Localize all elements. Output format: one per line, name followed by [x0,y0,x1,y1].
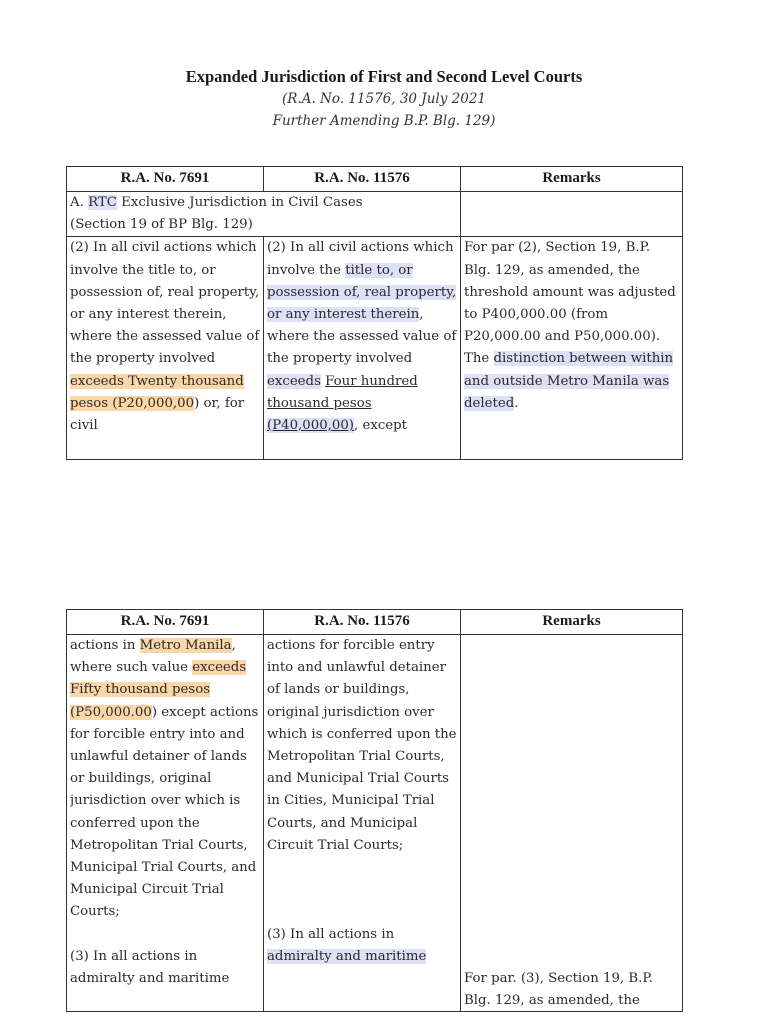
text-run: ) or, for civil [70,395,245,434]
section-heading-cell [67,192,461,237]
highlight-orange: Metro Manila [139,638,232,653]
header-ra-11576: R.A. No. 11576 [264,610,461,635]
text-run: actions in [70,638,140,653]
table-header-row [67,610,683,635]
underlined-text: Four hundred thousand pesos [267,373,418,411]
rtc-highlight: RTC [88,195,117,210]
table-row [67,237,683,460]
document-subtitle-line-2: Further Amending B.P. Blg. 129) [272,113,496,129]
text-run: actions for forcible entry into and unlawful detainer of lands or buildings, original jurisdiction over which is conferred upon the Metropolitan Trial Courts, and Municipal Trial Courts in Cities, Municipal Trial Courts, and Municipal Circuit Trial Courts; [267,638,457,853]
highlight-orange: exceeds Fifty thousand pesos (P50,000.00 [70,660,247,720]
remarks-par2-cell [461,237,683,460]
ra7691-par2-cell [67,237,264,460]
document-header [0,66,768,132]
table-header-row [67,167,683,192]
highlight-blue: exceeds [267,373,321,389]
underlined-highlight-blue: (P40,000,00) [267,418,354,434]
ra11576-par2-cell [264,237,461,460]
header-ra-7691: R.A. No. 7691 [67,167,264,192]
text-run: , where such value [70,638,236,676]
header-ra-7691: R.A. No. 7691 [67,610,264,635]
paragraph-gap [464,635,679,968]
ra7691-continuation-cell [67,635,264,1012]
comparison-table-2 [66,609,683,1012]
highlight-orange: exceeds Twenty thousand pesos (P20,000,00 [70,373,244,411]
text-run: , except [354,418,407,434]
comparison-table-1 [66,166,683,460]
ra11576-continuation-cell [264,635,461,1012]
remarks-continuation-cell [461,635,683,1012]
text-run: For par (2), Section 19, B.P. Blg. 129, as amended, the threshold amount was adjusted to P400,000.00 (from P20,000.00 and P50,000.00). The [464,240,676,367]
table-row [67,635,683,1012]
text-run: ) except actions for forcible entry into and unlawful detainer of lands or buildings, original jurisdiction over which is conferred upon the Metropolitan Trial Courts, Municipal Trial Courts, and Municipal Circuit Trial Courts; [70,704,259,920]
text-run: (3) In all actions in [70,948,198,964]
highlight-blue: distinction between within and outside Metro Manila was deleted [464,351,674,411]
text-run: admiralty and maritime [70,971,230,987]
text-run: (3) In all actions in [267,926,395,942]
document-subtitle-line-1: (R.A. No. 11576, 30 July 2021 [281,91,487,107]
text-run: (2) In all civil actions which involve the title to, or possession of, real property, or any interest therein, where the assessed value of the property involved [70,240,260,367]
text-run: . [514,395,519,411]
section-remarks-cell [461,192,683,237]
text-run: , where the assessed value of the property involved [267,307,457,367]
header-remarks: Remarks [461,167,683,192]
text-run: For par. (3), Section 19, B.P. Blg. 129, as amended, the [464,971,653,1009]
paragraph-gap [70,924,260,946]
header-ra-11576: R.A. No. 11576 [264,167,461,192]
section-prefix: A. [70,195,89,210]
document-title: Expanded Jurisdiction of First and Second Level Courts [185,67,583,86]
highlight-blue: admiralty and maritime [267,948,427,964]
paragraph-gap [267,857,457,924]
header-remarks: Remarks [461,610,683,635]
section-row [67,192,683,237]
section-reference: (Section 19 of BP Blg. 129) [70,217,253,233]
section-title-rest: Exclusive Jurisdiction in Civil Cases [116,195,363,210]
text-run: (2) In all civil actions which involve the [267,240,454,278]
highlight-blue: title to, or possession of, real property, or any interest therein [267,262,457,323]
